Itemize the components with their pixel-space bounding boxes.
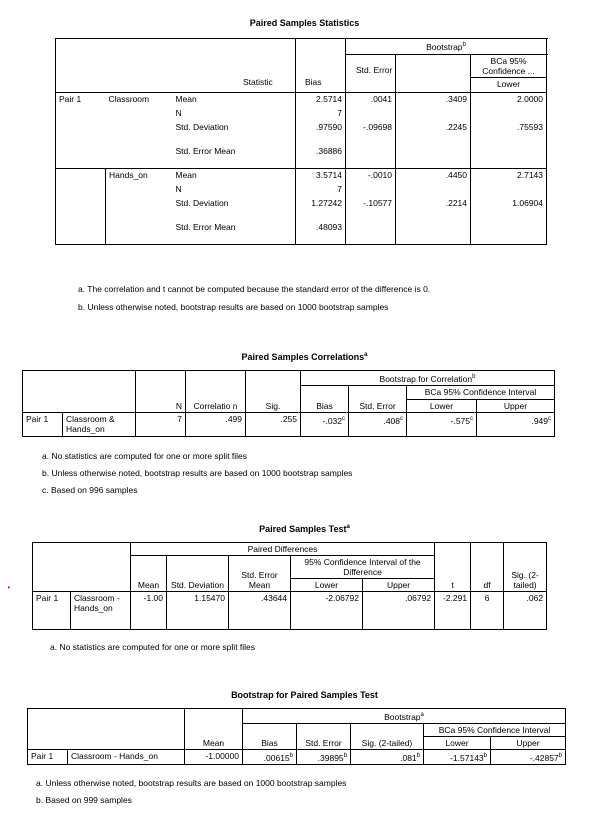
stats-col-lower: Lower [471,78,547,93]
test-pair: Pair 1 [33,592,71,630]
stats-note-a: a. The correlation and t cannot be computed because the standard error of the difference is 0. [78,284,431,294]
stats-pair [56,121,106,145]
test-label: Classroom - Hands_on [71,592,131,630]
stats-se: .2245 [396,121,471,145]
corr-bias: -.032$^c$ [301,413,349,437]
test-sig: .062 [504,592,547,630]
stats-value: .97590 [296,121,346,145]
stats-value: 3.5714 [296,169,346,183]
boot-note-a: a. Unless otherwise noted, bootstrap results are based on 1000 bootstrap samples [36,778,347,788]
corr-col-upper: Upper [477,400,555,413]
test-mean: -1.00 [131,592,167,630]
stats-value: 7 [296,183,346,197]
stats-pair [56,169,106,183]
stats-group [106,145,173,169]
corr-note-a: a. No statistics are computed for one or more split files [42,451,248,461]
boot-ci-header: BCa 95% Confidence Interval [424,724,566,737]
test-sd: 1.15470 [167,592,229,630]
boot-col-lower: Lower [424,737,491,750]
corr-pair: Pair 1 [23,413,63,437]
test-col-sig: Sig. (2-tailed) [504,543,547,592]
stats-row [56,221,547,245]
stats-note-b: b. Unless otherwise noted, bootstrap results are based on 1000 bootstrap samples [78,302,389,312]
stats-row [56,169,547,183]
stats-stat-label: Std. Deviation [175,121,229,132]
stats-bias: -.09698 [346,121,396,145]
stats-lower [471,107,547,121]
corr-col-corr: Correlatio n [186,371,246,413]
stats-ci-header: BCa 95% Confidence ... [471,55,547,78]
stats-row [56,121,547,145]
test-title: Paired Samples Test$^a$ [259,524,350,534]
corr-col-lower: Lower [407,400,477,413]
stats-value: .36886 [296,145,346,169]
stats-col-bias: Bias [305,77,322,87]
corr-sig: .255 [246,413,301,437]
test-col-upper: Upper [363,579,435,592]
test-row [33,592,547,630]
stats-stat-label: Mean [173,93,296,107]
test-paired-diff-header: Paired Differences [131,543,435,556]
stats-value: 1.27242 [296,197,346,221]
stats-pair [56,107,106,121]
test-col-sd: Std. Deviation [167,556,229,592]
stats-row [56,183,547,197]
boot-sig: .081$^b$ [351,750,424,765]
boot-col-sig: Sig. (2-tailed) [351,724,424,750]
boot-se: .39895$^b$ [297,750,351,765]
corr-upper: .949$^c$ [477,413,555,437]
stats-group [106,197,173,221]
boot-upper: -.42857$^b$ [491,750,566,765]
stats-pair: Pair 1 [56,93,106,107]
stats-group [106,107,173,121]
stats-col-statistic: Statistic [243,77,273,87]
stats-pair [56,221,106,245]
boot-mean: -1.00000 [185,750,243,765]
stats-se [396,183,471,197]
boot-label: Classroom - Hands_on [68,750,185,765]
stats-row [56,145,547,169]
stats-group [106,121,173,145]
stats-bias: -.10577 [346,197,396,221]
corr-ci-header: BCa 95% Confidence Interval [407,386,555,400]
test-col-mean: Mean [131,556,167,592]
stats-se [396,145,471,169]
corr-title: Paired Samples Correlations$^a$ [241,352,368,362]
corr-lower: -.575$^c$ [407,413,477,437]
margin-marker: ‣ [7,585,12,592]
stats-bias [346,107,396,121]
corr-note-c: c. Based on 996 samples [42,485,138,495]
stats-value: 2.5714 [296,93,346,107]
boot-table [27,708,566,765]
stats-stat-label: Std. Error Mean [175,145,236,156]
stats-bias: .0041 [346,93,396,107]
stats-bias [346,145,396,169]
test-table [32,542,547,630]
stats-pair [56,197,106,221]
test-upper: .06792 [363,592,435,630]
corr-value: .499 [186,413,246,437]
stats-lower [471,145,547,169]
stats-col-se: Std. Error [356,65,393,75]
stats-value: 7 [296,107,346,121]
stats-se [396,107,471,121]
stats-se: .2214 [396,197,471,221]
test-df: 6 [471,592,504,630]
stats-stat-label: N [175,183,182,194]
corr-col-sig: Sig. [246,371,301,413]
corr-n: 7 [136,413,186,437]
stats-lower: 1.06904 [471,197,547,221]
stats-group: Classroom [106,93,173,107]
stats-lower: .75593 [471,121,547,145]
stats-group [106,221,173,245]
test-col-lower: Lower [291,579,363,592]
corr-note-b: b. Unless otherwise noted, bootstrap results are based on 1000 bootstrap samples [42,468,353,478]
corr-col-n: N [136,371,186,413]
stats-lower: 2.7143 [471,169,547,183]
stats-se: .3409 [396,93,471,107]
stats-bias [346,183,396,197]
boot-note-b: b. Based on 999 samples [36,795,132,805]
stats-se: .4450 [396,169,471,183]
boot-title: Bootstrap for Paired Samples Test [231,690,378,700]
corr-se: .408$^c$ [349,413,407,437]
stats-group [106,183,173,197]
boot-col-bias: Bias [243,724,297,750]
stats-row [56,93,547,107]
boot-col-upper: Upper [491,737,566,750]
corr-row [23,413,555,437]
boot-row [28,750,566,765]
stats-bootstrap-header: Bootstrap$^b$ [346,39,547,55]
test-ci-header: 95% Confidence Interval of the Difference [291,556,435,579]
stats-value: .48093 [296,221,346,245]
corr-col-se: Std. Error [349,386,407,413]
stats-bias: -.0010 [346,169,396,183]
boot-col-se: Std. Error [297,724,351,750]
boot-bias: .00615$^b$ [243,750,297,765]
boot-bootstrap-header: Bootstrap$^a$ [243,709,566,724]
corr-label: Classroom & Hands_on [63,413,136,437]
stats-row [56,107,547,121]
stats-group: Hands_on [106,169,173,183]
corr-table [22,370,555,437]
stats-lower [471,221,547,245]
boot-pair: Pair 1 [28,750,68,765]
corr-col-bias: Bias [301,386,349,413]
test-t: -2.291 [435,592,471,630]
test-col-df: df [471,543,504,592]
test-sem: .43644 [229,592,291,630]
stats-se [396,221,471,245]
stats-row [56,197,547,221]
test-note-a: a. No statistics are computed for one or more split files [50,642,256,652]
stats-pair [56,145,106,169]
stats-pair [56,183,106,197]
stats-stat-label: Mean [173,169,296,183]
boot-lower: -1.57143$^b$ [424,750,491,765]
stats-bias [346,221,396,245]
stats-title: Paired Samples Statistics [249,18,360,28]
stats-stat-label: Std. Error Mean [173,221,296,245]
boot-col-mean: Mean [185,709,243,750]
stats-stat-label: Std. Deviation [175,197,229,208]
stats-stat-label: N [175,107,182,118]
stats-table [55,38,547,245]
stats-lower: 2.0000 [471,93,547,107]
corr-bootstrap-header: Bootstrap for Correlation$^b$ [301,371,555,386]
test-lower: -2.06792 [291,592,363,630]
test-col-sem: Std. Error Mean [229,556,291,592]
stats-lower [471,183,547,197]
test-col-t: t [435,543,471,592]
